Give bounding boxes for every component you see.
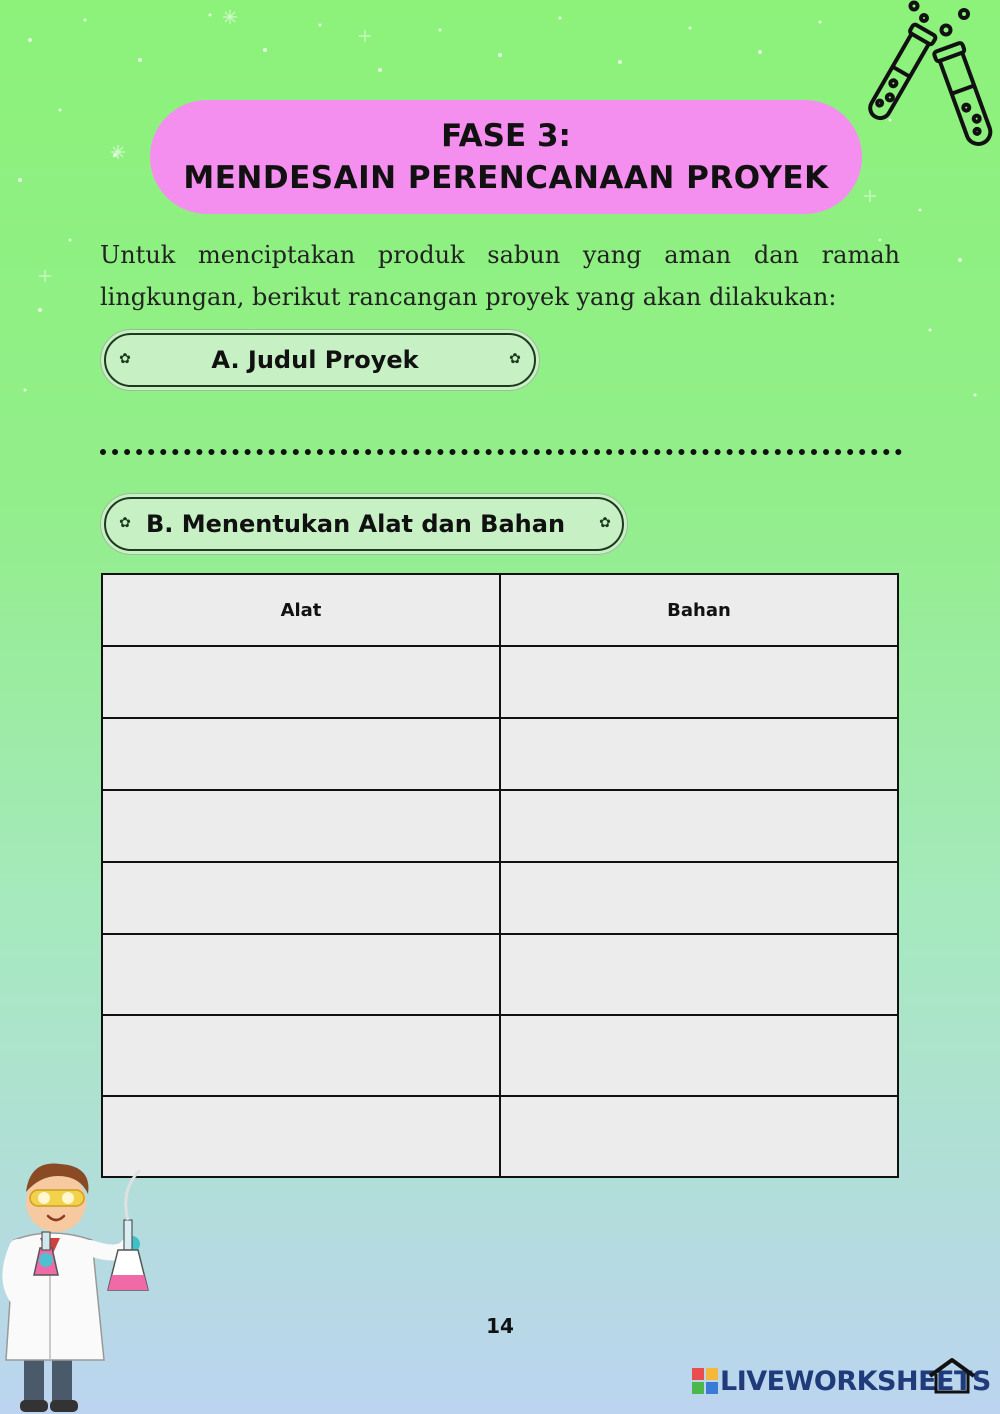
- alat-cell[interactable]: [102, 646, 500, 718]
- scientist-illustration: [0, 1130, 160, 1414]
- alat-cell[interactable]: [102, 862, 500, 934]
- table-row: [102, 1015, 898, 1096]
- liveworksheets-logo[interactable]: [692, 1356, 992, 1406]
- table-row: [102, 790, 898, 862]
- bahan-cell[interactable]: [500, 646, 898, 718]
- alat-cell[interactable]: [102, 790, 500, 862]
- bahan-cell[interactable]: [500, 1096, 898, 1177]
- live-badge-icon: [692, 1368, 718, 1394]
- table-row: [102, 646, 898, 718]
- column-header-bahan: Bahan: [500, 574, 898, 646]
- alat-cell[interactable]: [102, 934, 500, 1015]
- alat-cell[interactable]: [102, 718, 500, 790]
- page-number: 14: [486, 1314, 514, 1338]
- bahan-cell[interactable]: [500, 934, 898, 1015]
- liveworksheets-wordmark: LIVEWORKSHEETS: [720, 1365, 991, 1397]
- section-b-header: [104, 497, 624, 551]
- alat-cell[interactable]: [102, 1096, 500, 1177]
- leaf-icon: ✿: [119, 351, 131, 367]
- alat-cell[interactable]: [102, 1015, 500, 1096]
- leaf-icon: ✿: [599, 515, 611, 531]
- leaf-icon: ✿: [119, 515, 131, 531]
- table-row: [102, 862, 898, 934]
- project-title-answer-line[interactable]: [100, 449, 902, 455]
- page-title-phase: FASE 3:: [441, 118, 571, 154]
- house-icon: [926, 1356, 978, 1396]
- table-row: [102, 718, 898, 790]
- tools-materials-table: [101, 573, 899, 1178]
- page-title: MENDESAIN PERENCANAAN PROYEK: [183, 160, 829, 196]
- intro-paragraph: Untuk menciptakan produk sabun yang aman dan ramah lingkungan, berikut rancangan proyek yang akan dilakukan:: [100, 241, 900, 311]
- column-header-alat: Alat: [102, 574, 500, 646]
- table-row: [102, 934, 898, 1015]
- test-tubes-icon: [852, 0, 1000, 165]
- bahan-cell[interactable]: [500, 718, 898, 790]
- bahan-cell[interactable]: [500, 1015, 898, 1096]
- bahan-cell[interactable]: [500, 862, 898, 934]
- table-row: [102, 1096, 898, 1177]
- bahan-cell[interactable]: [500, 790, 898, 862]
- leaf-icon: ✿: [509, 351, 521, 367]
- title-banner: [150, 100, 862, 214]
- section-a-header: [104, 333, 536, 387]
- section-a-label: A. Judul Proyek: [211, 346, 419, 374]
- section-b-label: B. Menentukan Alat dan Bahan: [146, 510, 566, 538]
